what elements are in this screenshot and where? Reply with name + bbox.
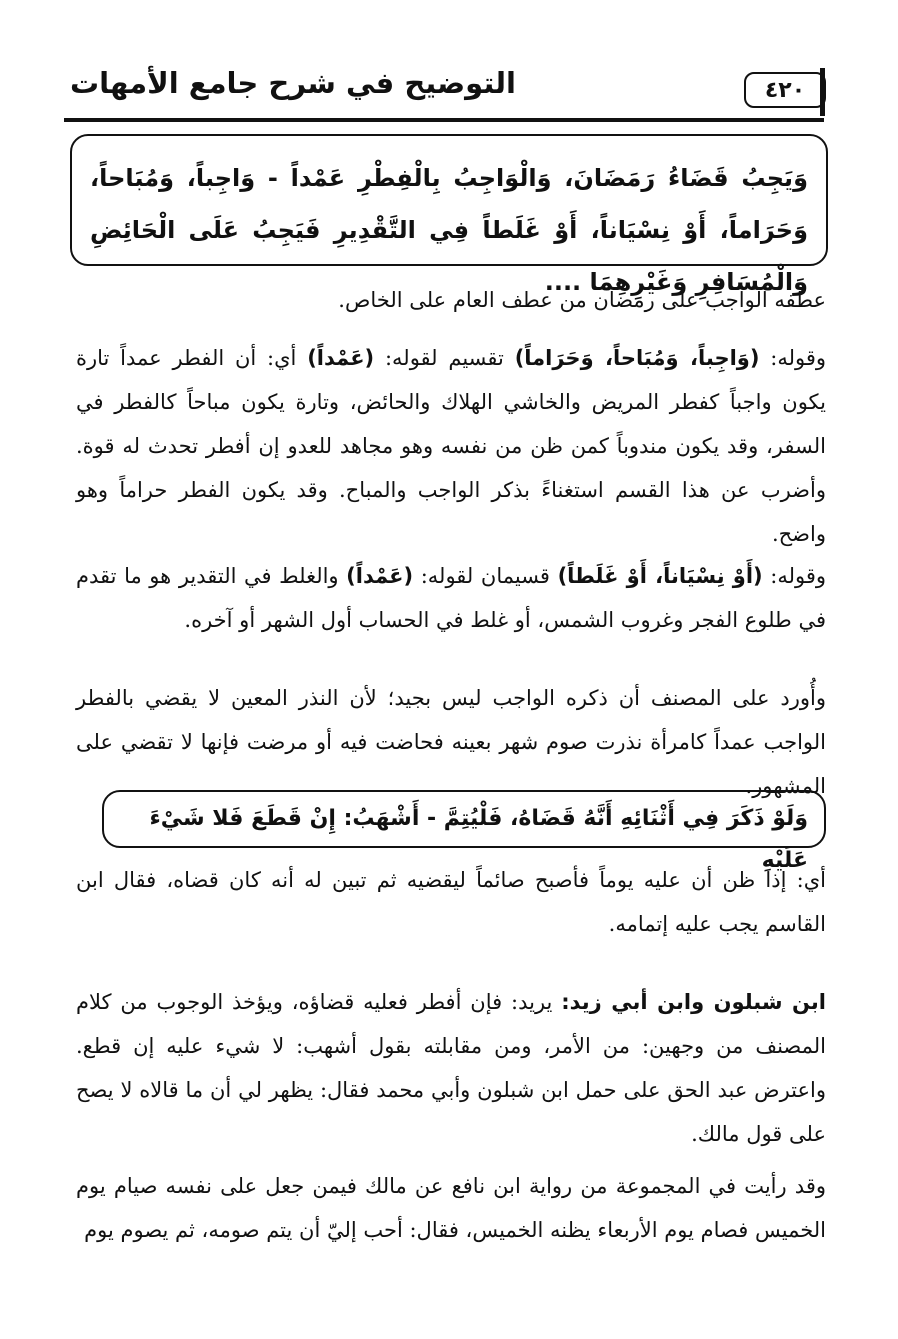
commentary-text: أي: أن الفطر عمداً تارة يكون واجباً كفطر المريض والخاشي الهلاك والحائض، وتارة يكون مباحاً كالفطر في السفر، وقد يكون مندوباً كمن ظن من نفسه وهو مجاهد للعدو إن أفطر تحدث له قوة. وأضرب عن هذا القسم استغناءً بذكر الواجب والمباح. وقد يكون الفطر حراماً وهو واضح.: [76, 346, 826, 546]
commentary-paragraph: [76, 1164, 826, 1252]
running-title: التوضيح في شرح جامع الأمهات: [70, 66, 517, 100]
quoted-matn: (وَاجِباً، وَمُبَاحاً، وَحَرَاماً): [514, 346, 760, 370]
commentary-lead: وقوله:: [759, 346, 826, 370]
commentary-text: تقسيم لقوله:: [374, 346, 515, 370]
commentary-text: وقد رأيت في المجموعة من رواية ابن نافع عن مالك فيمن جعل على نفسه صيام يوم الخميس فصام يوم الأربعاء يظنه الخميس، فقال: أحب إليّ أن يتم صومه، ثم يصوم يوم: [76, 1174, 826, 1242]
quoted-matn: (عَمْداً): [346, 564, 414, 588]
matn-text-box: [70, 134, 828, 296]
page-number: [744, 72, 826, 108]
commentary-text: والغلط في التقدير هو ما تقدم في طلوع الفجر وغروب الشمس، أو غلط في الحساب أول الشهر أو آخره.: [76, 564, 826, 632]
commentary-paragraph: [76, 858, 826, 946]
cited-scholars: ابن شبلون وابن أبي زيد:: [561, 990, 826, 1014]
commentary-paragraph: [76, 980, 826, 1156]
commentary-paragraph: [76, 554, 826, 642]
page-header: [64, 62, 824, 124]
commentary-text: أي: إذا ظن أن عليه يوماً فأصبح صائماً ليقضيه ثم تبين له أنه كان قضاه، فقال ابن القاسم يجب عليه إتمامه.: [76, 868, 826, 936]
commentary-text: يريد: فإن أفطر فعليه قضاؤه، ويؤخذ الوجوب من كلام المصنف من وجهين: من الأمر، ومن مقابلته بقول أشهب: لا شيء عليه إن قطع. واعترض عبد الحق على حمل ابن شبلون وأبي محمد فقال: يظهر لي أن ما قالاه لا يصح على قول مالك.: [76, 990, 826, 1146]
matn-text: وَيَجِبُ قَضَاءُ رَمَضَانَ، وَالْوَاجِبُ بِالْفِطْرِ عَمْداً - وَاجِباً، وَمُبَاحاً، وَحَرَاماً، أَوْ نِسْيَاناً، أَوْ غَلَطاً فِي التَّقْدِيرِ فَيَجِبُ عَلَى الْحَائِضِ وَالْمُسَافِرِ وَغَيْرِهِمَا ....: [90, 164, 808, 296]
matn-text-box: [102, 790, 826, 873]
quoted-matn: (عَمْداً): [307, 346, 375, 370]
commentary-text: عطفه الواجب على رمضان من عطف العام على الخاص.: [338, 288, 826, 312]
quoted-matn: (أَوْ نِسْيَاناً، أَوْ غَلَطاً): [557, 564, 763, 588]
commentary-text: قسيمان لقوله:: [413, 564, 558, 588]
commentary-paragraph: [76, 336, 826, 556]
page-number-text: ٤٢٠: [764, 77, 806, 103]
header-divider: [64, 118, 824, 122]
commentary-lead: وقوله:: [762, 564, 827, 588]
commentary-paragraph: [76, 278, 826, 322]
commentary-text: وأُورد على المصنف أن ذكره الواجب ليس بجيد؛ لأن النذر المعين لا يقضي بالفطر الواجب عمداً كامرأة نذرت صوم شهر بعينه فحاضت فيه أو مرضت فإنها لا تقضي على المشهور.: [76, 686, 826, 798]
commentary-paragraph: [76, 676, 826, 808]
matn-text: وَلَوْ ذَكَرَ فِي أَثْنَائِهِ أَنَّهُ قَضَاهُ، فَلْيُتِمَّ - أَشْهَبُ: إِنْ قَطَعَ فَلا شَيْءَ عَلَيْهِ: [149, 806, 808, 873]
